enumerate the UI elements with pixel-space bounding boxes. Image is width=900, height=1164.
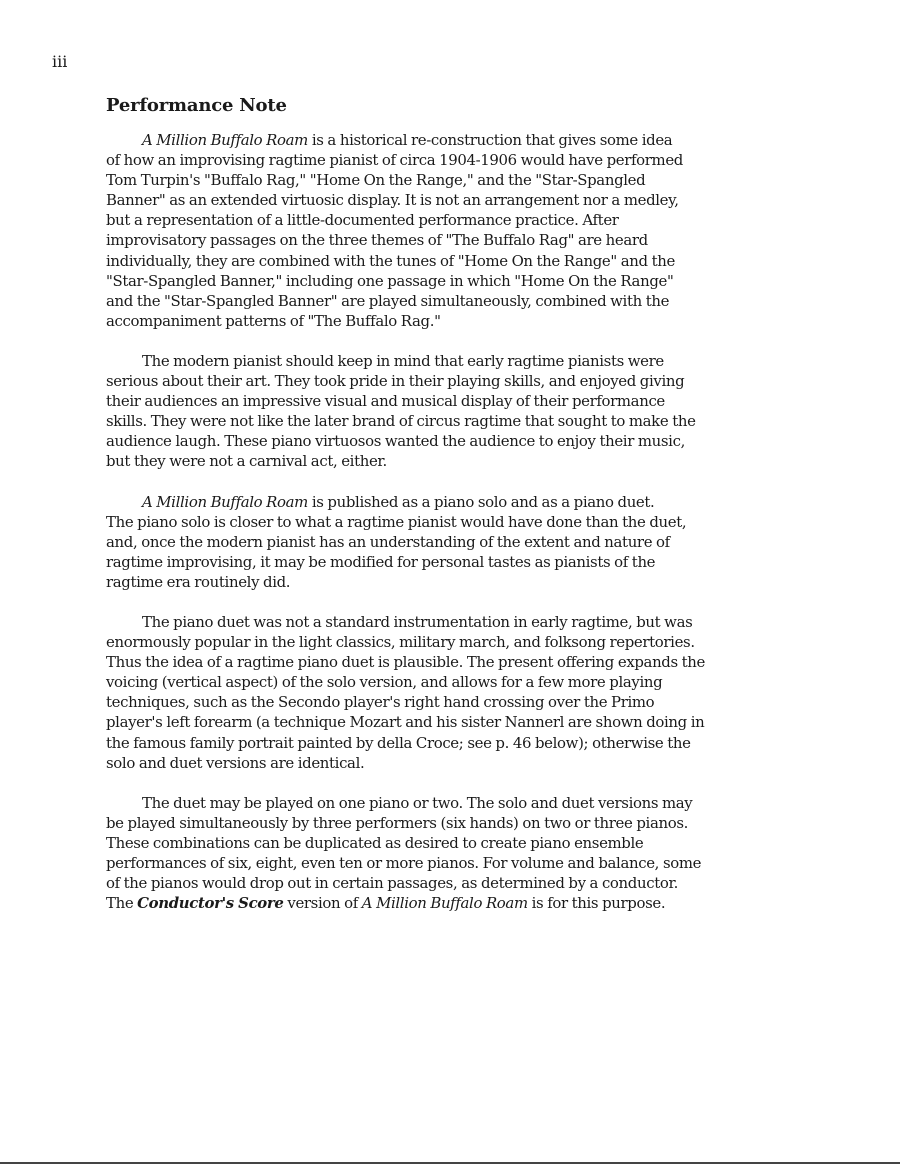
text-line: ragtime era routinely did. (106, 572, 291, 591)
text-line: but they were not a carnival act, either. (106, 452, 387, 471)
text-line: of the pianos would drop out in certain passages, as determined by a conductor. (106, 874, 678, 893)
text-line: These combinations can be duplicated as desired to create piano ensemble (106, 833, 644, 852)
paragraph-1 (106, 130, 754, 331)
text-line: The piano solo is closer to what a ragtime pianist would have done than the duet, (106, 512, 687, 531)
section-heading: Performance Note (106, 95, 287, 116)
paragraph-2 (106, 351, 754, 472)
text-line: The piano duet was not a standard instrumentation in early ragtime, but was (142, 612, 693, 631)
paragraph-5 (106, 793, 754, 914)
text-line: accompaniment patterns of "The Buffalo Rag." (106, 311, 441, 330)
text-line: but a representation of a little-documented performance practice. After (106, 211, 619, 230)
text-line (106, 130, 754, 150)
text-run: The (106, 894, 138, 913)
work-title: A Million Buffalo Roam (142, 131, 308, 149)
text-line: voicing (vertical aspect) of the solo version, and allows for a few more playing (106, 673, 663, 692)
document-body (106, 92, 754, 933)
text-line: techniques, such as the Secondo player's right hand crossing over the Primo (106, 693, 655, 712)
text-line: Banner" as an extended virtuosic display. It is not an arrangement nor a medley, (106, 191, 679, 210)
text-line: of how an improvising ragtime pianist of circa 1904-1906 would have performed (106, 151, 683, 170)
text-line: the famous family portrait painted by della Croce; see p. 46 below); otherwise the (106, 733, 691, 752)
text-run: version of (283, 894, 362, 913)
text-line (106, 893, 754, 913)
text-line: Tom Turpin's "Buffalo Rag," "Home On the Range," and the "Star-Spangled (106, 171, 646, 190)
text-line: individually, they are combined with the tunes of "Home On the Range" and the (106, 251, 675, 270)
text-line: serious about their art. They took pride in their playing skills, and enjoyed giving (106, 372, 685, 391)
text-line: ragtime improvising, it may be modified for personal tastes as pianists of the (106, 552, 656, 571)
conductors-score-title: Conductor's Score (137, 894, 284, 913)
text-line: their audiences an impressive visual and musical display of their performance (106, 392, 665, 411)
page-number: iii (52, 52, 68, 71)
work-title: A Million Buffalo Roam (142, 492, 308, 511)
text-run: is a historical re-construction that gives some idea (307, 131, 673, 149)
text-line: improvisatory passages on the three themes of "The Buffalo Rag" are heard (106, 231, 648, 250)
text-line: solo and duet versions are identical. (106, 753, 365, 772)
text-line: be played simultaneously by three performers (six hands) on two or three pianos. (106, 813, 688, 832)
paragraph-3 (106, 492, 754, 592)
text-line: player's left forearm (a technique Mozart and his sister Nannerl are shown doing in (106, 713, 705, 732)
text-line: and, once the modern pianist has an understanding of the extent and nature of (106, 532, 670, 551)
text-line: "Star-Spangled Banner," including one passage in which "Home On the Range" (106, 271, 674, 290)
text-run: is published as a piano solo and as a piano duet. (307, 492, 655, 511)
text-line: performances of six, eight, even ten or more pianos. For volume and balance, some (106, 854, 702, 872)
paragraph-4 (106, 612, 754, 773)
text-line: The duet may be played on one piano or two. The solo and duet versions may (142, 793, 693, 812)
work-title: A Million Buffalo Roam (361, 894, 528, 913)
text-line: skills. They were not like the later brand of circus ragtime that sought to make the (106, 412, 696, 431)
text-run: is for this purpose. (527, 894, 666, 913)
text-line: and the "Star-Spangled Banner" are played simultaneously, combined with the (106, 291, 670, 310)
text-line (106, 492, 754, 512)
text-line: The modern pianist should keep in mind that early ragtime pianists were (142, 351, 664, 370)
text-line: audience laugh. These piano virtuosos wanted the audience to enjoy their music, (106, 432, 685, 451)
text-line: enormously popular in the light classics, military march, and folksong repertories. (106, 633, 695, 652)
text-line: Thus the idea of a ragtime piano duet is plausible. The present offering expands the (106, 653, 706, 672)
